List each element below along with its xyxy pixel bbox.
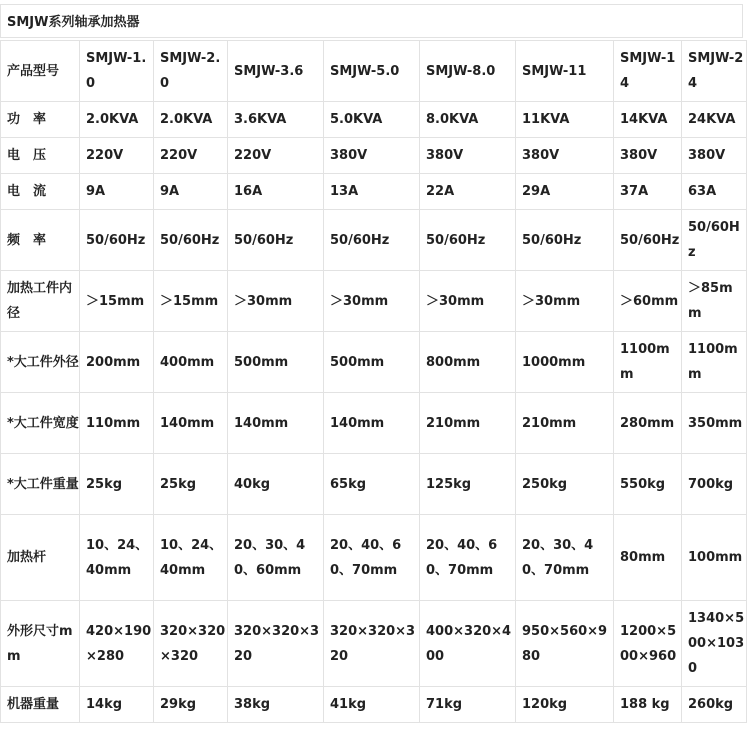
table-cell: 380V (614, 138, 682, 174)
table-cell: 40kg (228, 454, 324, 515)
table-row (1, 332, 747, 393)
table-cell: 380V (324, 138, 420, 174)
table-cell: 37A (614, 174, 682, 210)
table-cell: 100mm (682, 515, 747, 601)
table-cell: 20、40、60、70mm (420, 515, 516, 601)
row-label: 外形尺寸mm (1, 601, 80, 687)
row-label: 频 率 (1, 210, 80, 271)
table-cell: 380V (682, 138, 747, 174)
table-cell: 800mm (420, 332, 516, 393)
row-label: 加热杆 (1, 515, 80, 601)
table-cell: 8.0KVA (420, 102, 516, 138)
table-cell: 22A (420, 174, 516, 210)
table-cell: 320×320×320 (228, 601, 324, 687)
table-cell: 1340×500×1030 (682, 601, 747, 687)
row-label: *大工件外径 (1, 332, 80, 393)
table-cell: 500mm (228, 332, 324, 393)
table-cell: 14kg (80, 687, 154, 723)
row-label: *大工件宽度 (1, 393, 80, 454)
table-cell: 140mm (324, 393, 420, 454)
table-cell: 71kg (420, 687, 516, 723)
table-cell: 24KVA (682, 102, 747, 138)
table-cell: 210mm (516, 393, 614, 454)
table-cell: SMJW-3.6 (228, 41, 324, 102)
table-cell: 125kg (420, 454, 516, 515)
table-cell: 14KVA (614, 102, 682, 138)
table-cell: SMJW-1.0 (80, 41, 154, 102)
title-bar (0, 4, 743, 38)
table-row (1, 138, 747, 174)
table-row (1, 601, 747, 687)
table-cell: 38kg (228, 687, 324, 723)
table-cell: SMJW-24 (682, 41, 747, 102)
row-label: 产品型号 (1, 41, 80, 102)
table-cell: 29A (516, 174, 614, 210)
table-cell: 1100mm (682, 332, 747, 393)
table-cell: 400×320×400 (420, 601, 516, 687)
row-label: *大工件重量 (1, 454, 80, 515)
table-cell: 260kg (682, 687, 747, 723)
table-cell: ＞60mm (614, 271, 682, 332)
table-cell: 2.0KVA (80, 102, 154, 138)
table-cell: 50/60Hz (228, 210, 324, 271)
table-cell: 500mm (324, 332, 420, 393)
table-cell: 50/60Hz (682, 210, 747, 271)
table-cell: 50/60Hz (154, 210, 228, 271)
table-cell: 210mm (420, 393, 516, 454)
table-row (1, 210, 747, 271)
table-cell: 2.0KVA (154, 102, 228, 138)
table-cell: 65kg (324, 454, 420, 515)
table-cell: 110mm (80, 393, 154, 454)
table-cell: 10、24、40mm (80, 515, 154, 601)
table-cell: 320×320×320 (154, 601, 228, 687)
table-cell: SMJW-8.0 (420, 41, 516, 102)
row-label: 机器重量 (1, 687, 80, 723)
table-cell: 400mm (154, 332, 228, 393)
table-cell: 1000mm (516, 332, 614, 393)
table-cell: 140mm (228, 393, 324, 454)
table-cell: 50/60Hz (420, 210, 516, 271)
table-cell: 13A (324, 174, 420, 210)
table-cell: 350mm (682, 393, 747, 454)
table-cell: 1200×500×960 (614, 601, 682, 687)
table-row (1, 174, 747, 210)
table-row (1, 687, 747, 723)
table-cell: 50/60Hz (324, 210, 420, 271)
table-cell: 9A (80, 174, 154, 210)
table-cell: 63A (682, 174, 747, 210)
table-cell: 3.6KVA (228, 102, 324, 138)
table-cell: 380V (516, 138, 614, 174)
table-cell: 5.0KVA (324, 102, 420, 138)
table-cell: ＞30mm (324, 271, 420, 332)
table-row (1, 271, 747, 332)
table-cell: 16A (228, 174, 324, 210)
table-cell: 50/60Hz (614, 210, 682, 271)
table-cell: SMJW-2.0 (154, 41, 228, 102)
row-label: 电 压 (1, 138, 80, 174)
table-cell: 9A (154, 174, 228, 210)
table-cell: SMJW-5.0 (324, 41, 420, 102)
table-cell: SMJW-14 (614, 41, 682, 102)
table-cell: 188 kg (614, 687, 682, 723)
table-cell: 220V (154, 138, 228, 174)
table-cell: 29kg (154, 687, 228, 723)
row-label: 电 流 (1, 174, 80, 210)
table-cell: 320×320×320 (324, 601, 420, 687)
table-cell: 25kg (80, 454, 154, 515)
table-cell: ＞30mm (516, 271, 614, 332)
table-cell: ＞30mm (420, 271, 516, 332)
table-cell: 120kg (516, 687, 614, 723)
table-cell: 50/60Hz (80, 210, 154, 271)
table-cell: 950×560×980 (516, 601, 614, 687)
table-cell: SMJW-11 (516, 41, 614, 102)
table-cell: 380V (420, 138, 516, 174)
row-label: 加热工件内径 (1, 271, 80, 332)
table-cell: 20、40、60、70mm (324, 515, 420, 601)
table-cell: 250kg (516, 454, 614, 515)
page-title: SMJW系列轴承加热器 (7, 15, 140, 30)
table-row (1, 41, 747, 102)
table-cell: 10、24、40mm (154, 515, 228, 601)
table-cell: ＞15mm (154, 271, 228, 332)
table-cell: 550kg (614, 454, 682, 515)
table-row (1, 393, 747, 454)
table-cell: 280mm (614, 393, 682, 454)
table-cell: 20、30、40、70mm (516, 515, 614, 601)
table-cell: 140mm (154, 393, 228, 454)
table-cell: 1100mm (614, 332, 682, 393)
table-cell: 220V (228, 138, 324, 174)
table-cell: ＞15mm (80, 271, 154, 332)
table-cell: 80mm (614, 515, 682, 601)
table-row (1, 102, 747, 138)
spec-table (0, 40, 747, 723)
table-cell: 25kg (154, 454, 228, 515)
table-cell: 20、30、40、60mm (228, 515, 324, 601)
table-cell: ＞85mm (682, 271, 747, 332)
table-cell: 220V (80, 138, 154, 174)
table-cell: 41kg (324, 687, 420, 723)
table-cell: 50/60Hz (516, 210, 614, 271)
table-cell: ＞30mm (228, 271, 324, 332)
table-row (1, 454, 747, 515)
table-cell: 200mm (80, 332, 154, 393)
table-cell: 700kg (682, 454, 747, 515)
table-cell: 11KVA (516, 102, 614, 138)
table-row (1, 515, 747, 601)
row-label: 功 率 (1, 102, 80, 138)
table-cell: 420×190×280 (80, 601, 154, 687)
